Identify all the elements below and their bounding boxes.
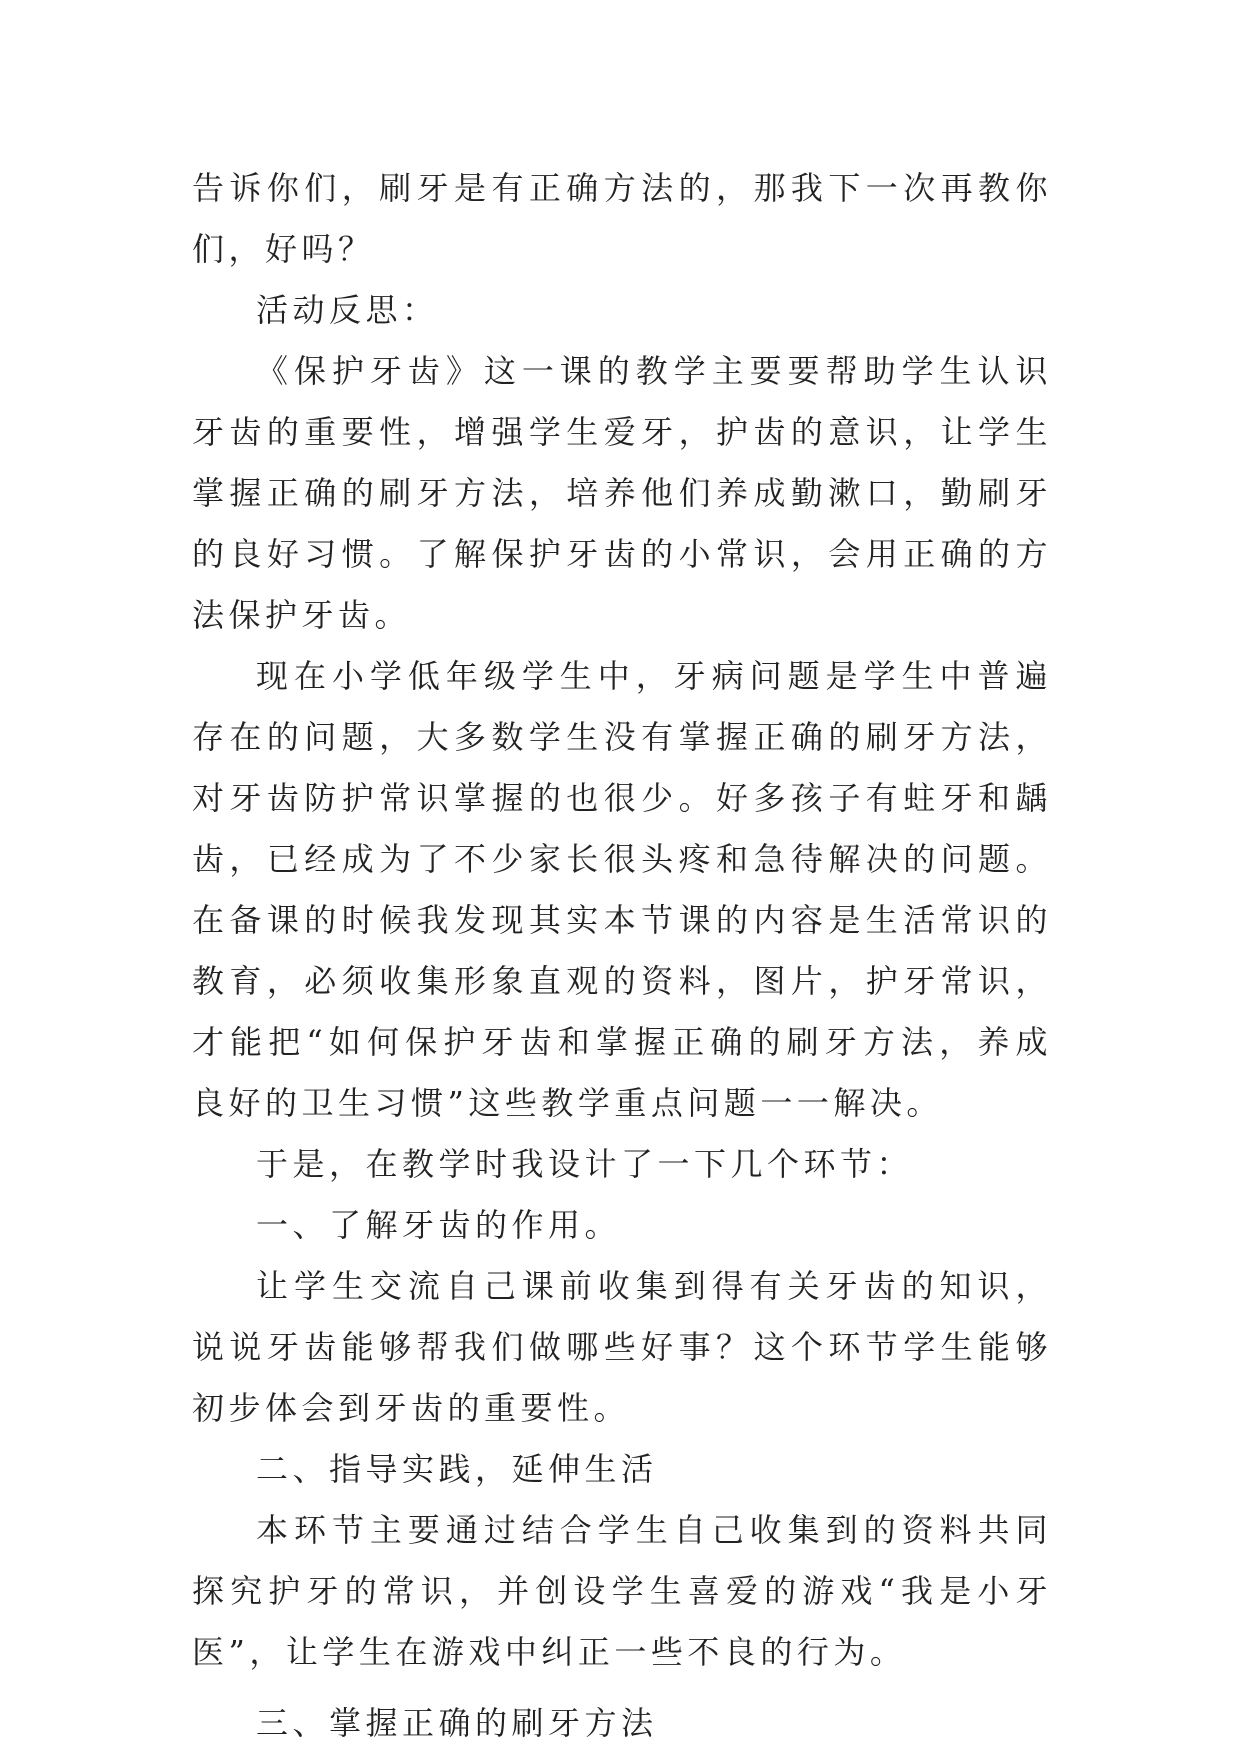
paragraph-section-two: 本环节主要通过结合学生自己收集到的资料共同探究护牙的常识，并创设学生喜爱的游戏“我是小牙医”，让学生在游戏中纠正一些不良的行为。 <box>192 1511 1052 1671</box>
paragraph-reflection-heading: 活动反思： <box>256 291 439 329</box>
paragraph-lesson-goals: 《保护牙齿》这一课的教学主要要帮助学生认识牙齿的重要性，增强学生爱牙，护齿的意识，让学生掌握正确的刷牙方法，培养他们养成勤漱口，勤刷牙的良好习惯。了解保护牙齿的小常识，会用正确的方法保护牙齿。 <box>192 352 1052 634</box>
document-body <box>192 158 1052 1754</box>
paragraph-continuation: 告诉你们，刷牙是有正确方法的，那我下一次再教你们，好吗？ <box>192 169 1052 268</box>
paragraph-section-one: 让学生交流自己课前收集到得有关牙齿的知识，说说牙齿能够帮我们做哪些好事？这个环节学生能够初步体会到牙齿的重要性。 <box>192 1267 1052 1427</box>
paragraph-design-intro: 于是，在教学时我设计了一下几个环节： <box>256 1145 914 1183</box>
section-heading-one: 一、了解牙齿的作用。 <box>256 1206 622 1244</box>
paragraph-problem-statement: 现在小学低年级学生中，牙病问题是学生中普遍存在的问题，大多数学生没有掌握正确的刷牙方法，对牙齿防护常识掌握的也很少。好多孩子有蛀牙和龋齿，已经成为了不少家长很头疼和急待解决的问题。在备课的时候我发现其实本节课的内容是生活常识的教育，必须收集形象直观的资料，图片，护牙常识，才能把“如何保护牙齿和掌握正确的刷牙方法，养成良好的卫生习惯”这些教学重点问题一一解决。 <box>192 657 1052 1122</box>
section-heading-two: 二、指导实践，延伸生活 <box>256 1450 658 1488</box>
section-heading-three: 三、掌握正确的刷牙方法 <box>256 1704 658 1742</box>
